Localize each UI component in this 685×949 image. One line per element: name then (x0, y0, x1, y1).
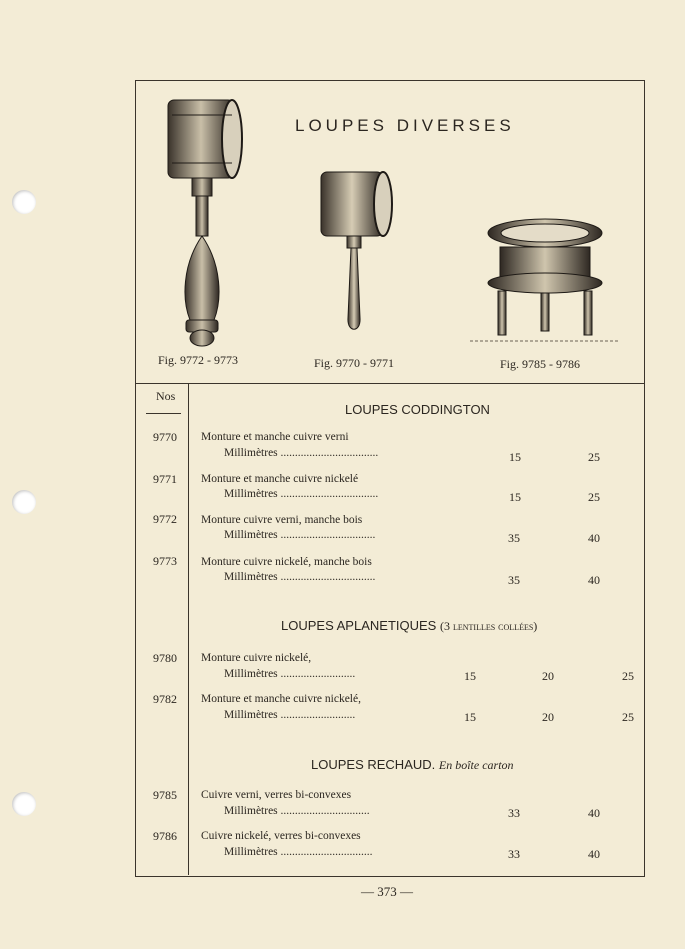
item-size-label: Millimètres .......................... (224, 709, 356, 721)
size-value: 15 (464, 710, 476, 724)
size-value: 15 (509, 450, 521, 464)
figure-caption: Fig. 9770 - 9771 (314, 356, 395, 370)
section-title-text: LOUPES APLANETIQUES (281, 618, 437, 633)
size-value: 35 (508, 531, 520, 545)
item-description: Monture et manche cuivre nickelé, (201, 693, 361, 705)
size-value: 35 (508, 573, 520, 587)
header-underline (146, 413, 181, 414)
size-value: 33 (508, 847, 520, 861)
item-size-label: Millimètres .................................. (224, 447, 379, 459)
section-title-text: LOUPES RECHAUD. (311, 757, 436, 772)
size-value: 25 (622, 669, 634, 683)
size-value: 40 (588, 531, 600, 545)
binder-hole (12, 792, 36, 816)
item-description: Monture et manche cuivre verni (201, 431, 349, 443)
item-number: 9772 (153, 512, 177, 526)
item-description: Cuivre verni, verres bi-convexes (201, 789, 352, 801)
item-description: Cuivre nickelé, verres bi-convexes (201, 830, 361, 842)
figure-caption: Fig. 9772 - 9773 (158, 353, 239, 367)
stand-magnifier-illustration (470, 215, 620, 345)
size-value: 15 (509, 490, 521, 504)
section-title-text: LOUPES CODDINGTON (345, 402, 490, 417)
section-subtitle: En boîte carton (438, 758, 514, 772)
item-number: 9782 (153, 692, 177, 706)
size-value: 15 (464, 669, 476, 683)
item-number: 9785 (153, 788, 177, 802)
size-value: 33 (508, 806, 520, 820)
item-number: 9770 (153, 430, 177, 444)
number-column-header: Nos (156, 389, 176, 403)
page-title: LOUPES DIVERSES (295, 116, 515, 135)
item-size-label: Millimètres ................................ (224, 846, 373, 858)
size-value: 25 (588, 450, 600, 464)
page-number: — 373 — (361, 884, 413, 899)
section-title (311, 757, 514, 773)
item-size-label: Millimètres ............................... (224, 805, 370, 817)
item-description: Monture cuivre nickelé, (201, 652, 312, 664)
section-subtitle: (3 lentilles collées) (439, 619, 538, 633)
section-title (345, 402, 490, 417)
number-column-divider (188, 384, 189, 875)
item-number: 9773 (153, 554, 177, 568)
size-value: 25 (622, 710, 634, 724)
section-title (281, 618, 537, 634)
item-size-label: Millimètres ................................. (224, 571, 376, 583)
binder-hole (12, 490, 36, 514)
item-description: Monture cuivre verni, manche bois (201, 514, 363, 526)
size-value: 40 (588, 573, 600, 587)
size-value: 40 (588, 806, 600, 820)
item-size-label: Millimètres .......................... (224, 668, 356, 680)
size-value: 20 (542, 669, 554, 683)
size-value: 40 (588, 847, 600, 861)
item-number: 9780 (153, 651, 177, 665)
item-size-label: Millimètres ................................. (224, 529, 376, 541)
item-number: 9771 (153, 472, 177, 486)
magnifier-wood-handle-illustration (160, 95, 250, 350)
figure-caption: Fig. 9785 - 9786 (500, 357, 581, 371)
item-size-label: Millimètres .................................. (224, 488, 379, 500)
binder-hole (12, 190, 36, 214)
item-description: Monture cuivre nickelé, manche bois (201, 556, 372, 568)
size-value: 25 (588, 490, 600, 504)
magnifier-metal-handle-illustration (315, 168, 400, 353)
item-number: 9786 (153, 829, 177, 843)
size-value: 20 (542, 710, 554, 724)
item-description: Monture et manche cuivre nickelé (201, 473, 359, 485)
table-top-rule (135, 383, 645, 384)
